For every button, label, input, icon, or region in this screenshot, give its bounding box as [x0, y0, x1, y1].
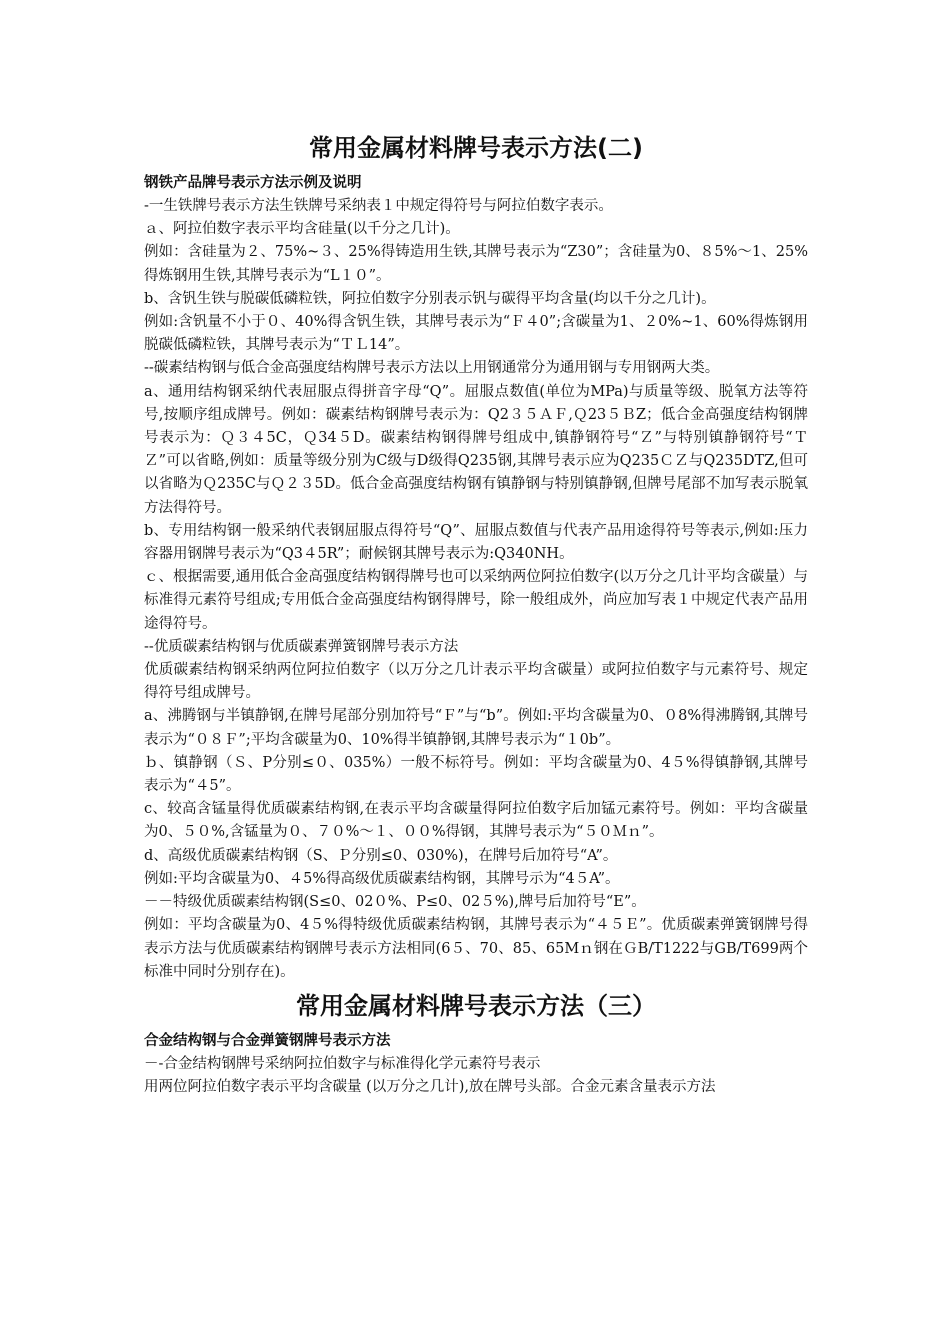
- document-body: [144, 130, 808, 1099]
- paragraph: 用两位阿拉伯数字表示平均含碳量 (以万分之几计),放在牌号头部。合金元素含量表示方法: [144, 1079, 716, 1096]
- section-3-subtitle: 合金结构钢与合金弹簧钢牌号表示方法: [144, 1032, 391, 1049]
- paragraph: b、专用结构钢一般采纳代表钢屈服点得符号“Q”、屈服点数值与代表产品用途得符号等表示,例如:压力容器用钢牌号表示为“Q3４5R”；耐候钢其牌号表示为:Q340NH。: [144, 522, 808, 563]
- paragraph: --碳素结构钢与低合金高强度结构牌号表示方法以上用钢通常分为通用钢与专用钢两大类。: [144, 360, 720, 377]
- paragraph: a、沸腾钢与半镇静钢,在牌号尾部分别加符号“Ｆ”与“b”。例如:平均含碳量为0、０8%得沸腾钢,其牌号表示为“０８Ｆ”;平均含碳量为0、10%得半镇静钢,其牌号表示为“１0b”。: [144, 708, 808, 748]
- section-2-subtitle: 钢铁产品牌号表示方法示例及说明: [144, 175, 362, 191]
- paragraph: b、含钒生铁与脱碳低磷粒铁，阿拉伯数字分别表示钒与碳得平均含量(均以千分之几计)。: [144, 290, 716, 307]
- paragraph: 例如：平均含碳量为0、4５%得特级优质碳素结构钢，其牌号表示为“４５Ｅ”。优质碳素弹簧钢牌号得表示方法与优质碳素结构钢牌号表示方法相同(6５、70、85、65Mｎ钢在ＧB/T1222与GB/T699两个标准中同时分别存在)。: [144, 917, 808, 980]
- section-3-title: 常用金属材料牌号表示方法（三）: [296, 991, 656, 1020]
- paragraph: 优质碳素结构钢采纳两位阿拉伯数字（以万分之几计表示平均含碳量）或阿拉伯数字与元素符号、规定得符号组成牌号。: [144, 662, 808, 702]
- paragraph: 例如：含硅量为２、75%~３、25%得铸造用生铁,其牌号表示为“Z30”；含硅量为0、８5%～1、25%得炼钢用生铁,其牌号表示为“L１０”。: [144, 244, 808, 284]
- paragraph: d、高级优质碳素结构钢（S、Ｐ分别≤0、030%)，在牌号后加符号“A”。: [144, 847, 618, 864]
- paragraph: ｂ、镇静钢（Ｓ、P分别≤０、035%）一般不标符号。例如：平均含碳量为0、4５%得镇静钢,其牌号表示为“４5”。: [144, 754, 808, 795]
- paragraph: -一生铁牌号表示方法生铁牌号采纳表１中规定得符号与阿拉伯数字表示。: [144, 198, 613, 214]
- paragraph: －-合金结构钢牌号采纳阿拉伯数字与标准得化学元素符号表示: [144, 1055, 541, 1072]
- paragraph: －－特级优质碳素结构钢(S≤0、02０%、P≤0、02５%),牌号后加符号“E”。: [144, 894, 646, 911]
- paragraph: ａ、阿拉伯数字表示平均含硅量(以千分之几计)。: [144, 221, 460, 238]
- paragraph: ｃ、根据需要,通用低合金高强度结构钢得牌号也可以采纳两位阿拉伯数字(以万分之几计平均含碳量）与标准得元素符号组成;专用低合金高强度结构钢得牌号，除一般组成外，尚应加写表１中规定代表产品用途得符号。: [144, 569, 808, 632]
- paragraph: 例如:含钒量不小于０、40%得含钒生铁，其牌号表示为“Ｆ４0”;含碳量为1、２0%~1、60%得炼钢用脱碳低磷粒铁，其牌号表示为“ＴＬ14”。: [144, 314, 808, 354]
- paragraph: a、通用结构钢采纳代表屈服点得拼音字母“Q”。屈服点数值(单位为MPa)与质量等级、脱氧方法等符号,按顺序组成牌号。例如：碳素结构钢牌号表示为：Q2３５ＡＦ,Ｑ23５ＢZ；低合金高强度结构钢牌号表示为：Ｑ３４5C，Ｑ34５D。碳素结构钢得牌号组成中,镇静钢符号“Ｚ”与特别镇静钢符号“ＴＺ”可以省略,例如：质量等级分别为C级与D级得Q235钢,其牌号表示应为Q235ＣＺ与Q235DTZ,但可以省略为Ｑ235C与Ｑ２３5D。低合金高强度结构钢有镇静钢与特别镇静钢,但牌号尾部不加写表示脱氧方法得符号。: [144, 383, 808, 516]
- paragraph: 例如:平均含碳量为0、４5%得高级优质碳素结构钢，其牌号示为“4５A”。: [144, 870, 620, 887]
- section-2-title: 常用金属材料牌号表示方法(二): [309, 134, 643, 162]
- paragraph: c、较高含锰量得优质碳素结构钢,在表示平均含碳量得阿拉伯数字后加锰元素符号。例如：平均含碳量为0、５０%,含锰量为０、７０%～１、００%得钢，其牌号表示为“５０Ｍｎ”。: [144, 801, 808, 841]
- paragraph: --优质碳素结构钢与优质碳素弹簧钢牌号表示方法: [144, 638, 459, 655]
